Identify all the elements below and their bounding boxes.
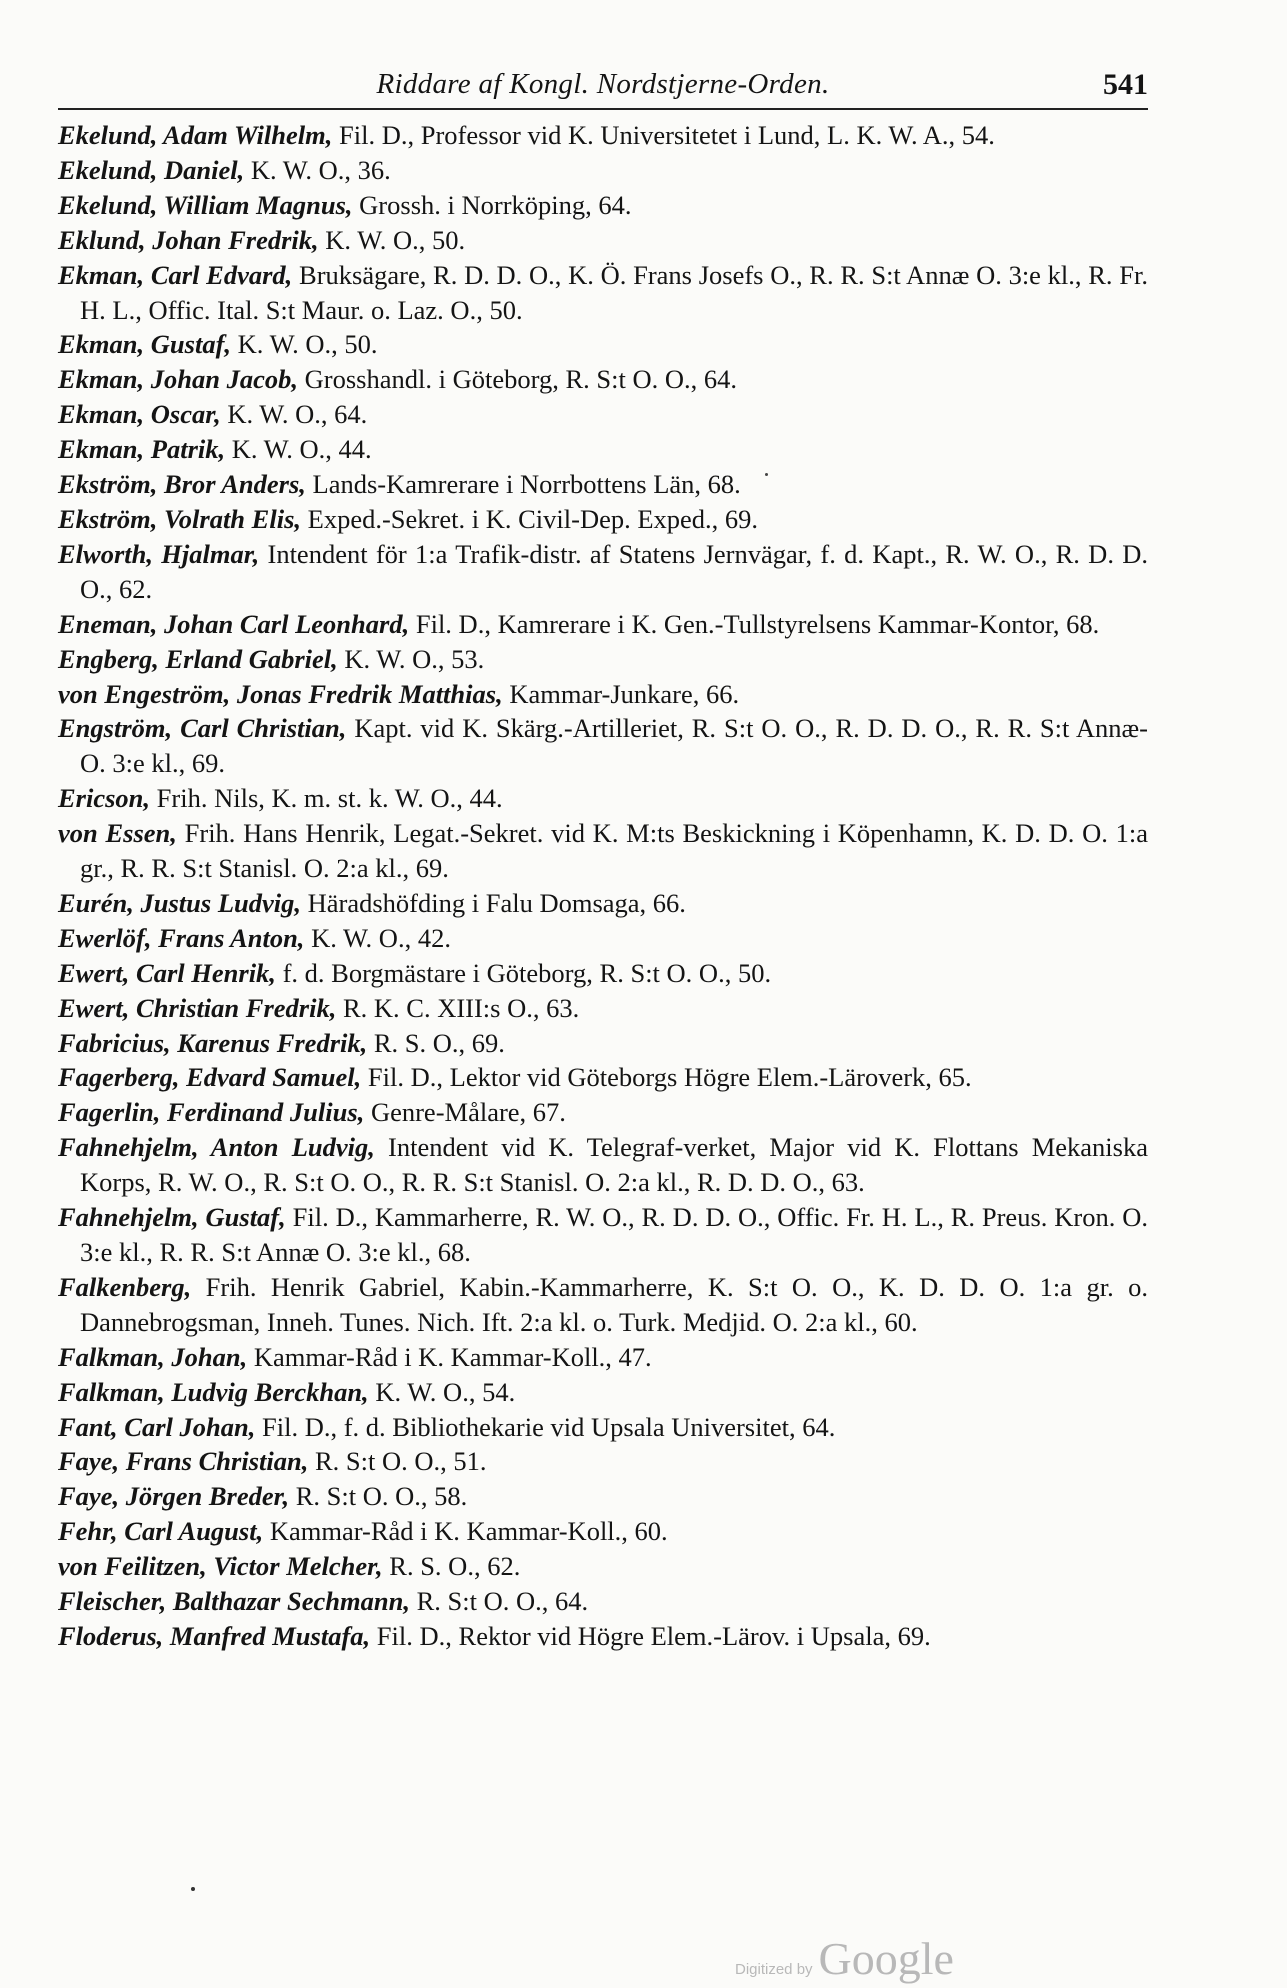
entry-details: Bruksägare, R. D. D. O., K. Ö. Frans Josefs O., R. R. S:t Annæ O. 3:e kl., R. Fr. H. L., Offic. Ital. S:t Maur. o. Laz. O., 50. [80,259,1148,325]
entry [58,1340,1148,1375]
page-number: 541 [1103,68,1148,101]
entry [58,1060,1148,1095]
entry-details: K. W. O., 44. [225,434,372,465]
entry [58,1375,1148,1410]
entry-name: Fant, Carl Johan, [58,1411,256,1442]
entry-name: von Feilitzen, Victor Melcher, [58,1551,383,1582]
entry-name: Ekelund, Adam Wilhelm, [58,120,333,150]
entry-details: Kammar-Råd i K. Kammar-Koll., 60. [263,1516,668,1547]
entry-details: Intendent vid K. Telegraf-verket, Major vid K. Flottans Mekaniska Korps, R. W. O., R. S:t O. O., R. R. S:t Stanisl. O. 2:a kl., R. D. D. O., 63. [80,1132,1148,1198]
entry [58,677,1148,712]
entry [58,886,1148,921]
entry [58,956,1148,991]
entry-details: R. S:t O. O., 64. [409,1586,589,1617]
entry-name: Ekman, Patrik, [58,434,226,465]
entry-name: Fagerberg, Edvard Samuel, [58,1062,362,1093]
entry-name: Ekström, Bror Anders, [58,469,306,500]
entry-details: Häradshöfding i Falu Domsaga, 66. [301,887,686,918]
entry-name: Fleischer, Balthazar Sechmann, [58,1586,410,1617]
entry-name: von Engeström, Jonas Fredrik Matthias, [58,678,503,709]
entry-name: Fagerlin, Ferdinand Julius, [58,1097,365,1128]
entry [58,223,1148,258]
ink-speck [191,1887,195,1891]
entry [58,118,1148,153]
entry [58,991,1148,1026]
entry-details: Fil. D., Lektor vid Göteborgs Högre Elem.-Läroverk, 65. [361,1062,972,1093]
entry-name: Ekelund, William Magnus, [58,189,353,220]
entry-name: Fabricius, Karenus Fredrik, [58,1027,368,1058]
entry-details: K. W. O., 42. [304,922,451,953]
entry-name: Ekman, Johan Jacob, [58,364,299,395]
header-rule [58,108,1148,110]
entry-details: Fil. D., Professor vid K. Universitetet i Lund, L. K. W. A., 54. [332,120,995,150]
entry [58,188,1148,223]
entry-details: Fil. D., Kammarherre, R. W. O., R. D. D. O., Offic. Fr. H. L., R. Preus. Kron. O. 3:e kl., R. R. S:t Annæ O. 3:e kl., 68. [80,1202,1148,1267]
entry-details: Fil. D., Kamrerare i K. Gen.-Tullstyrelsens Kammar-Kontor, 68. [409,608,1100,639]
entry-details: Grossh. i Norrköping, 64. [352,189,632,220]
entry-details: f. d. Borgmästare i Göteborg, R. S:t O. O., 50. [275,957,772,988]
entry-details: Exped.-Sekret. i K. Civil-Dep. Exped., 69. [301,503,759,534]
entry [58,327,1148,362]
entry-name: Eneman, Johan Carl Leonhard, [58,608,410,639]
entry-details: K. W. O., 54. [368,1376,516,1407]
entry-details: R. S:t O. O., 58. [289,1481,468,1512]
entry [58,502,1148,537]
entry-name: Faye, Frans Christian, [58,1446,309,1477]
entry-name: Eurén, Justus Ludvig, [58,887,301,918]
entry-name: Ericson, [58,783,151,814]
entry-name: Fahnehjelm, Anton Ludvig, [58,1132,375,1163]
entry-details: Frih. Henrik Gabriel, Kabin.-Kammarherre, K. S:t O. O., K. D. D. O. 1:a gr. o. Dannebrogsman, Inneh. Tunes. Nich. Ift. 2:a kl. o. Turk. Medjid. O. 2:a kl., 60. [80,1271,1148,1337]
entry [58,1619,1148,1654]
entry-name: Engström, Carl Christian, [58,713,347,744]
entry-name: Faye, Jörgen Breder, [58,1481,290,1512]
entry [58,1514,1148,1549]
entry-details: R. S. O., 62. [382,1551,521,1582]
entry [58,537,1148,607]
entry [58,1444,1148,1479]
entry [58,467,1148,502]
entry-name: Floderus, Manfred Mustafa, [58,1620,371,1651]
entry-name: Fahnehjelm, Gustaf, [58,1202,286,1233]
entry [58,397,1148,432]
entry [58,362,1148,397]
entry [58,607,1148,642]
entry [58,1130,1148,1200]
entry [58,1026,1148,1061]
google-logo: Google [818,1933,954,1984]
entry [58,258,1148,328]
entry-name: Ekman, Gustaf, [58,329,232,360]
entry [58,816,1148,886]
entry-details: K. W. O., 50. [231,329,378,360]
entry [58,1095,1148,1130]
entry-details: Fil. D., f. d. Bibliothekarie vid Upsala Universitet, 64. [255,1411,836,1442]
entry-details: Kammar-Junkare, 66. [502,678,740,709]
entry-details: Kapt. vid K. Skärg.-Artilleriet, R. S:t O. O., R. D. D. O., R. R. S:t Annæ-O. 3:e kl., 69. [80,713,1148,779]
entry-name: Engberg, Erland Gabriel, [58,643,338,674]
entry-details: Frih. Hans Henrik, Legat.-Sekret. vid K. M:ts Beskickning i Köpenhamn, K. D. D. O. 1:a gr., R. R. S:t Stanisl. O. 2:a kl., 69. [80,818,1148,884]
entry-details: Frih. Nils, K. m. st. k. W. O., 44. [150,783,503,814]
entry-details: Grosshandl. i Göteborg, R. S:t O. O., 64. [298,364,737,395]
entry-name: Fehr, Carl August, [58,1516,264,1547]
entry-details: Intendent för 1:a Trafik-distr. af Statens Jernvägar, f. d. Kapt., R. W. O., R. D. D. O., 62. [80,538,1148,604]
entry [58,711,1148,781]
entry-details: K. W. O., 50. [318,224,466,255]
entry-details: K. W. O., 53. [337,643,485,674]
entry-name: Ekelund, Daniel, [58,154,245,185]
entry-details: Kammar-Råd i K. Kammar-Koll., 47. [247,1341,652,1372]
entry-details: R. S:t O. O., 51. [308,1446,487,1477]
entry-name: Ewert, Christian Fredrik, [58,992,337,1023]
entry-name: Eklund, Johan Fredrik, [58,224,319,255]
entry-name: Elworth, Hjalmar, [58,538,260,569]
entry [58,1584,1148,1619]
entry-name: Falkman, Ludvig Berckhan, [58,1376,369,1407]
entry-name: von Essen, [58,818,177,849]
entry [58,153,1148,188]
entry-details: K. W. O., 64. [220,399,368,430]
entry-name: Ewerlöf, Frans Anton, [58,922,305,953]
ink-speck [765,473,768,476]
entry [58,921,1148,956]
entry [58,1479,1148,1514]
entry-name: Ekström, Volrath Elis, [58,503,302,534]
entry [58,1270,1148,1340]
entry [58,1410,1148,1445]
entry-details: Lands-Kamrerare i Norrbottens Län, 68. [305,469,741,500]
watermark-prefix: Digitized by [735,1961,813,1978]
entry [58,642,1148,677]
entry-name: Falkenberg, [58,1271,192,1302]
entry-details: R. S. O., 69. [367,1027,505,1058]
digitization-watermark [735,1932,954,1985]
entry-name: Ekman, Oscar, [58,399,221,430]
entry-details: Genre-Målare, 67. [364,1097,566,1128]
entry [58,432,1148,467]
entry-name: Ekman, Carl Edvard, [58,259,293,290]
running-title: Riddare af Kongl. Nordstjerne-Orden. [376,68,830,100]
entry-details: K. W. O., 36. [244,154,391,185]
entry-name: Falkman, Johan, [58,1341,248,1372]
entry-details: R. K. C. XIII:s O., 63. [336,992,580,1023]
running-header [58,60,1148,110]
entry [58,1200,1148,1270]
entry [58,781,1148,816]
entry-details: Fil. D., Rektor vid Högre Elem.-Lärov. i Upsala, 69. [370,1620,931,1651]
entry-list [58,118,1148,1654]
entry-name: Ewert, Carl Henrik, [58,957,276,988]
entry [58,1549,1148,1584]
